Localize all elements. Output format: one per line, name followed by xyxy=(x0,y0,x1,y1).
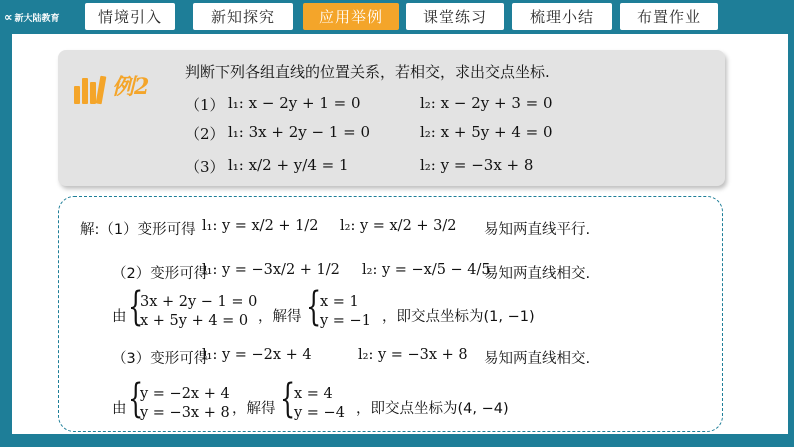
solution-line-3-tail: ，即交点坐标为(1, −1) xyxy=(382,309,535,325)
solution-line-4-lead: （3）变形可得 xyxy=(112,351,209,367)
question-item-1-num: （1） xyxy=(185,96,225,114)
solution-line-1-tail: 易知两直线平行. xyxy=(484,222,591,238)
top-nav-bar xyxy=(0,0,794,34)
solution-line-5-tail: ，即交点坐标为(4, −4) xyxy=(356,401,509,417)
solution-line-5-sys1b: y = −3x + 8 xyxy=(140,405,230,421)
solution-line-2-tail: 易知两直线相交. xyxy=(484,266,591,282)
solution-line-3-lead: 由 xyxy=(112,309,127,325)
solution-line-5-sys2b: y = −4 xyxy=(294,405,345,421)
solution-line-4-tail: 易知两直线相交. xyxy=(484,351,591,367)
books-icon xyxy=(72,74,106,104)
solution-line-1-lead: 解:（1）变形可得 xyxy=(80,222,196,238)
solution-line-4-eq1: l₁: y = −2x + 4 xyxy=(202,347,312,363)
tab-summary[interactable]: 梳理小结 xyxy=(512,3,612,30)
tab-practice[interactable]: 课堂练习 xyxy=(406,3,504,30)
solution-line-2-eq2: l₂: y = −x/5 − 4/5 xyxy=(362,262,491,278)
solution-line-5-sys2a: x = 4 xyxy=(294,386,333,402)
solution-line-3-sys2b: y = −1 xyxy=(320,313,371,329)
solution-line-4-eq2: l₂: y = −3x + 8 xyxy=(358,347,468,363)
example-label: 例2 xyxy=(112,74,150,100)
solution-line-5-sys1a: y = −2x + 4 xyxy=(140,386,230,402)
question-item-2-num: （2） xyxy=(185,125,225,143)
question-prompt: 判断下列各组直线的位置关系，若相交，求出交点坐标. xyxy=(185,63,550,81)
question-item-2-l2: l₂: x + 5y + 4 = 0 xyxy=(420,123,553,141)
example-badge xyxy=(72,70,176,108)
question-item-3-l1: l₁: x/2 + y/4 = 1 xyxy=(228,156,349,174)
system-brace-4: { xyxy=(280,376,296,422)
solution-line-3-sys1b: x + 5y + 4 = 0 xyxy=(140,313,249,329)
tab-application[interactable]: 应用举例 xyxy=(303,3,399,30)
solution-line-3-mid: ，解得 xyxy=(258,309,302,325)
bottom-frame xyxy=(0,434,794,447)
logo xyxy=(4,8,68,26)
logo-mark-icon: ∝ xyxy=(4,10,13,24)
left-frame xyxy=(0,34,12,434)
system-brace-3: { xyxy=(128,376,144,422)
solution-line-5-mid: ，解得 xyxy=(232,401,276,417)
tab-explore[interactable]: 新知探究 xyxy=(193,3,293,30)
system-brace-2: { xyxy=(306,284,322,330)
question-item-2-l1: l₁: 3x + 2y − 1 = 0 xyxy=(228,123,371,141)
tab-homework[interactable]: 布置作业 xyxy=(620,3,718,30)
question-item-1-l2: l₂: x − 2y + 3 = 0 xyxy=(420,94,553,112)
solution-line-2-eq1: l₁: y = −3x/2 + 1/2 xyxy=(202,262,340,278)
logo-text: 新大陆教育 xyxy=(14,13,60,24)
question-item-3-num: （3） xyxy=(185,158,225,176)
question-item-3-l2: l₂: y = −3x + 8 xyxy=(420,156,534,174)
solution-line-3-sys2a: x = 1 xyxy=(320,294,359,310)
solution-line-5-lead: 由 xyxy=(112,401,127,417)
question-item-1-l1: l₁: x − 2y + 1 = 0 xyxy=(228,94,361,112)
right-frame xyxy=(788,34,794,434)
solution-line-3-sys1a: 3x + 2y − 1 = 0 xyxy=(140,294,258,310)
solution-line-2-lead: （2）变形可得 xyxy=(112,266,209,282)
solution-line-1-eq1: l₁: y = x/2 + 1/2 xyxy=(202,218,319,234)
system-brace-1: { xyxy=(128,284,144,330)
solution-line-1-eq2: l₂: y = x/2 + 3/2 xyxy=(340,218,457,234)
tab-intro[interactable]: 情境引入 xyxy=(85,3,175,30)
